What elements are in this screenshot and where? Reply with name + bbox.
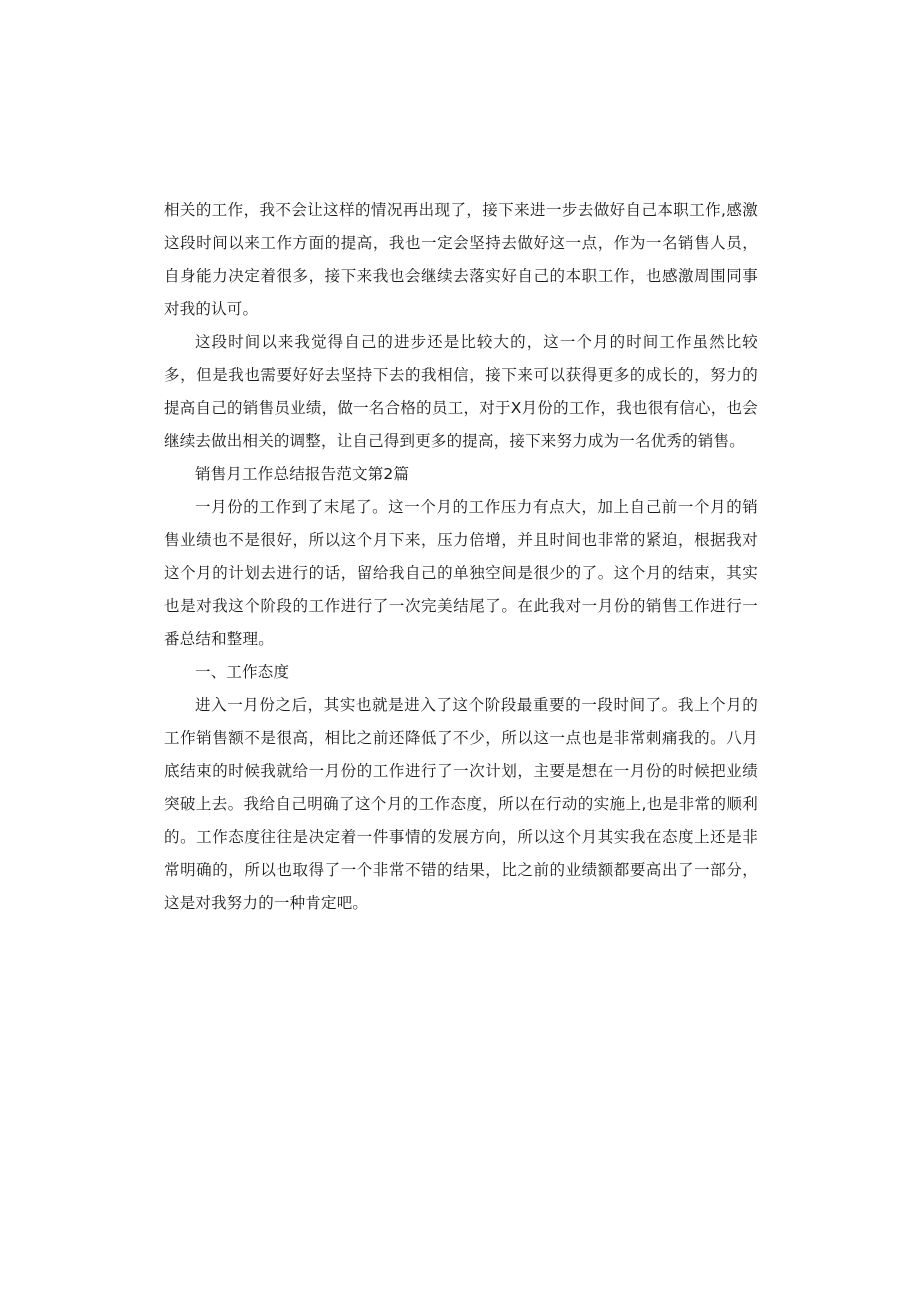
heading-work-attitude: 一、工作态度 [195, 663, 290, 681]
paragraph-progress: 这段时间以来我觉得自己的进步还是比较大的，这一个月的时间工作虽然比较多，但是我也需要好好去坚持下去的我相信，接下来可以获得更多的成长的，努力的提高自己的销售员业绩，做一名合格的员工，对于X月份的工作，我也很有信心，也会继续去做出相关的调整，让自己得到更多的提高，接下来努力成为一名优秀的销售。 [164, 333, 758, 450]
paragraph-work-attitude: 进入一月份之后，其实也就是进入了这个阶段最重要的一段时间了。我上个月的工作销售额不是很高，相比之前还降低了不少，所以这一点也是非常刺痛我的。八月底结束的时候我就给一月份的工作进行了一次计划，主要是想在一月份的时候把业绩突破上去。我给自己明确了这个月的工作态度，所以在行动的实施上,也是非常的顺利的。工作态度往往是决定着一件事情的发展方向，所以这个月其实我在态度上还是非常明确的，所以也取得了一个非常不错的结果，比之前的业绩额都要高出了一部分，这是对我努力的一种肯定吧。 [164, 696, 758, 912]
paragraph-continuation: 相关的工作，我不会让这样的情况再出现了，接下来进一步去做好自己本职工作,感激这段时间以来工作方面的提高，我也一定会坚持去做好这一点，作为一名销售人员，自身能力决定着很多，接下来我也会继续去落实好自己的本职工作，也感激周围同事对我的认可。 [164, 201, 758, 318]
document-page [164, 194, 758, 920]
section-title: 销售月工作总结报告范文第2篇 [195, 465, 410, 483]
paragraph-january-summary: 一月份的工作到了末尾了。这一个月的工作压力有点大，加上自己前一个月的销售业绩也不是很好，所以这个月下来，压力倍增，并且时间也非常的紧迫，根据我对这个月的计划去进行的话，留给我自己的单独空间是很少的了。这个月的结束，其实也是对我这个阶段的工作进行了一次完美结尾了。在此我对一月份的销售工作进行一番总结和整理。 [164, 498, 758, 648]
